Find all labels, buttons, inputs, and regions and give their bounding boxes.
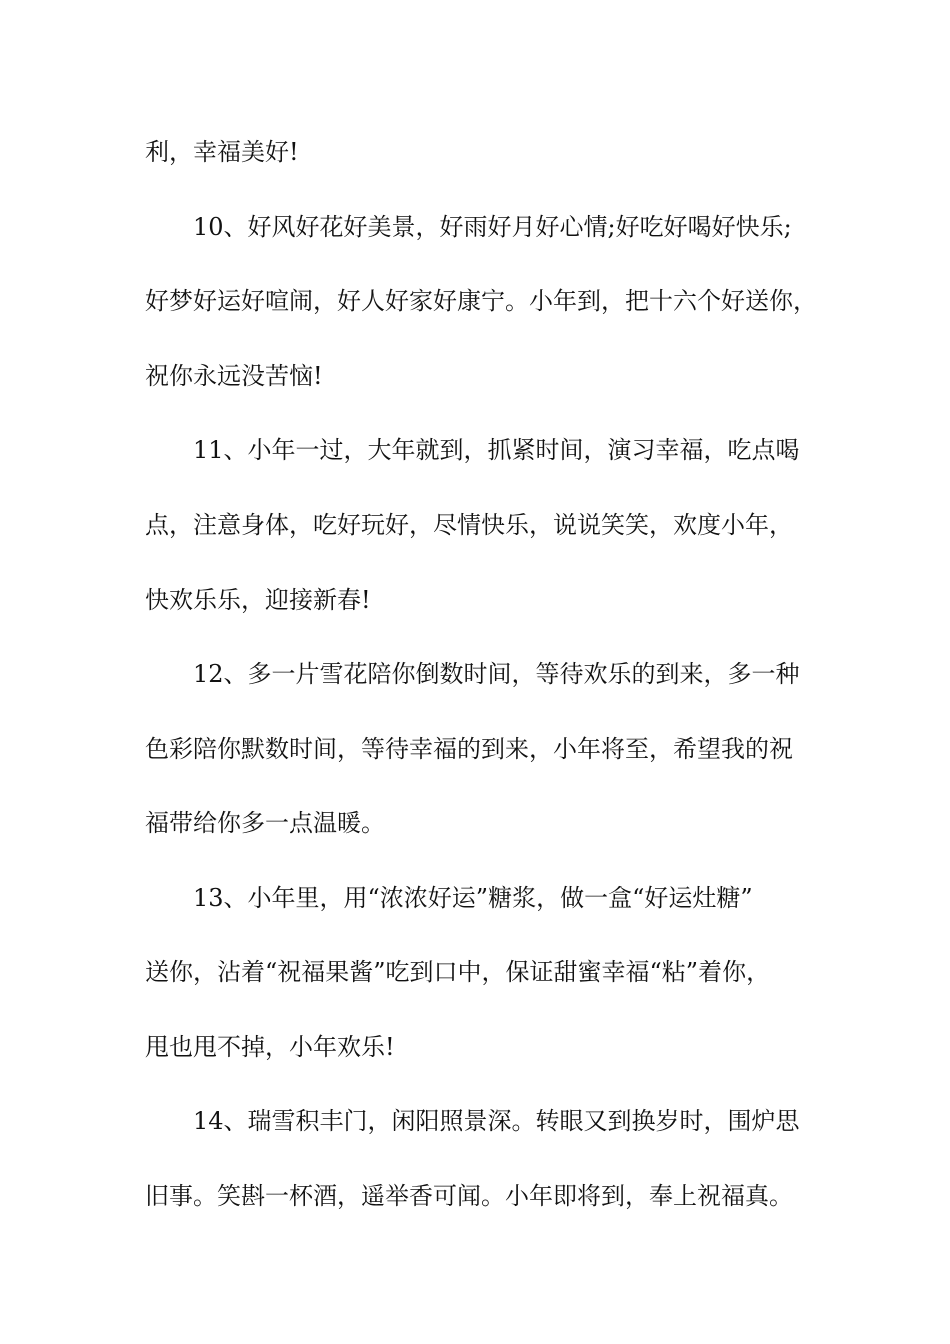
text-line: 11、小年一过，大年就到，抓紧时间，演习幸福，吃点喝 xyxy=(193,436,800,464)
text-line: 10、好风好花好美景，好雨好月好心情;好吃好喝好快乐; xyxy=(193,213,792,241)
text-line: 甩也甩不掉，小年欢乐! xyxy=(145,1033,395,1061)
text-line: 快欢乐乐，迎接新春! xyxy=(145,586,371,614)
text-line: 旧事。笑斟一杯酒，遥举香可闻。小年即将到，奉上祝福真。 xyxy=(145,1182,793,1210)
text-line: 12、多一片雪花陪你倒数时间，等待欢乐的到来，多一种 xyxy=(193,660,800,688)
text-line: 利，幸福美好! xyxy=(145,138,299,166)
text-line: 13、小年里，用“浓浓好运”糖浆，做一盒“好运灶糖” xyxy=(193,884,753,912)
text-line: 点，注意身体，吃好玩好，尽情快乐，说说笑笑，欢度小年， xyxy=(145,511,793,539)
text-line: 送你，沾着“祝福果酱”吃到口中，保证甜蜜幸福“粘”着你， xyxy=(145,958,771,986)
text-line: 祝你永远没苦恼! xyxy=(145,362,323,390)
text-line: 好梦好运好喧闹，好人好家好康宁。小年到，把十六个好送你， xyxy=(145,287,817,315)
text-line: 福带给你多一点温暖。 xyxy=(145,809,385,837)
text-line: 14、瑞雪积丰门，闲阳照景深。转眼又到换岁时，围炉思 xyxy=(193,1107,800,1135)
text-line: 色彩陪你默数时间，等待幸福的到来，小年将至，希望我的祝 xyxy=(145,735,793,763)
